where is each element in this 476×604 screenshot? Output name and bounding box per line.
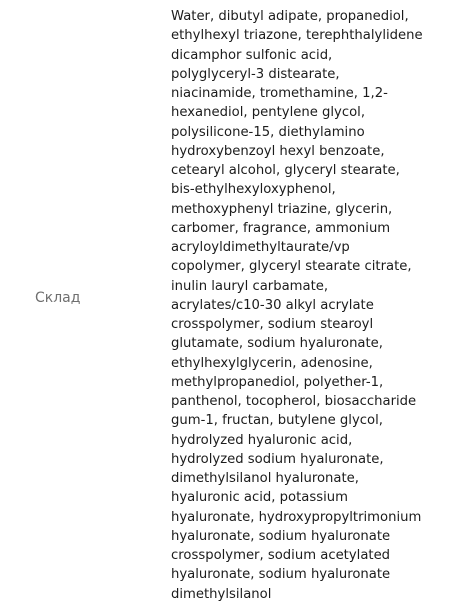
ingredient-line: hyaluronate, hydroxypropyltrimonium xyxy=(171,509,422,525)
ingredient-line: crosspolymer, sodium stearoyl xyxy=(171,317,374,332)
ingredient-line: cetearyl alcohol, glyceryl stearate, xyxy=(171,163,400,178)
ingredient-line: carbomer, fragrance, ammonium xyxy=(171,220,391,236)
ingredient-line: ethylhexylglycerin, adenosine, xyxy=(171,355,373,371)
ingredient-line: panthenol, tocopherol, biosaccharide xyxy=(171,394,417,409)
ingredient-line: hexanediol, pentylene glycol, xyxy=(171,105,366,121)
ingredient-line: copolymer, glyceryl stearate citrate, xyxy=(171,259,412,275)
ingredient-line: methoxyphenyl triazine, glycerin, xyxy=(171,201,393,217)
ingredient-line: hyaluronate, sodium hyaluronate xyxy=(171,567,391,583)
ingredient-line: acryloyldimethyltaurate/vp xyxy=(171,240,350,255)
ingredient-line: niacinamide, tromethamine, 1,2- xyxy=(171,86,388,101)
ingredient-line: crosspolymer, sodium acetylated xyxy=(171,548,391,563)
ingredient-line: inulin lauryl carbamate, xyxy=(171,278,329,294)
ingredient-line: glutamate, sodium hyaluronate, xyxy=(171,336,383,352)
ingredient-line: hydroxybenzoyl hexyl benzoate, xyxy=(171,143,385,159)
ingredient-line: acrylates/c10-30 alkyl acrylate xyxy=(171,297,374,313)
spec-label: Склад xyxy=(35,290,81,306)
spec-value-ingredients xyxy=(171,7,441,604)
ingredient-line: dicamphor sulfonic acid, xyxy=(171,47,333,63)
ingredient-line: hyaluronate, sodium hyaluronate xyxy=(171,528,391,544)
ingredient-line: hydrolyzed sodium hyaluronate, xyxy=(171,451,384,467)
ingredient-line: dimethylsilanol xyxy=(171,586,272,602)
ingredient-line: polyglyceryl-3 distearate, xyxy=(171,66,340,82)
ingredient-line: gum-1, fructan, butylene glycol, xyxy=(171,413,383,429)
ingredient-line: hyaluronic acid, potassium xyxy=(171,490,348,506)
ingredient-line: dimethylsilanol hyaluronate, xyxy=(171,471,359,486)
ingredient-line: ethylhexyl triazone, terephthalylidene xyxy=(171,28,423,44)
ingredient-line: bis-ethylhexyloxyphenol, xyxy=(171,182,336,198)
ingredient-line: polysilicone-15, diethylamino xyxy=(171,124,365,140)
ingredient-line: Water, dibutyl adipate, propanediol, xyxy=(171,9,409,24)
ingredient-line: hydrolyzed hyaluronic acid, xyxy=(171,432,353,448)
ingredient-line: methylpropanediol, polyether-1, xyxy=(171,374,384,390)
